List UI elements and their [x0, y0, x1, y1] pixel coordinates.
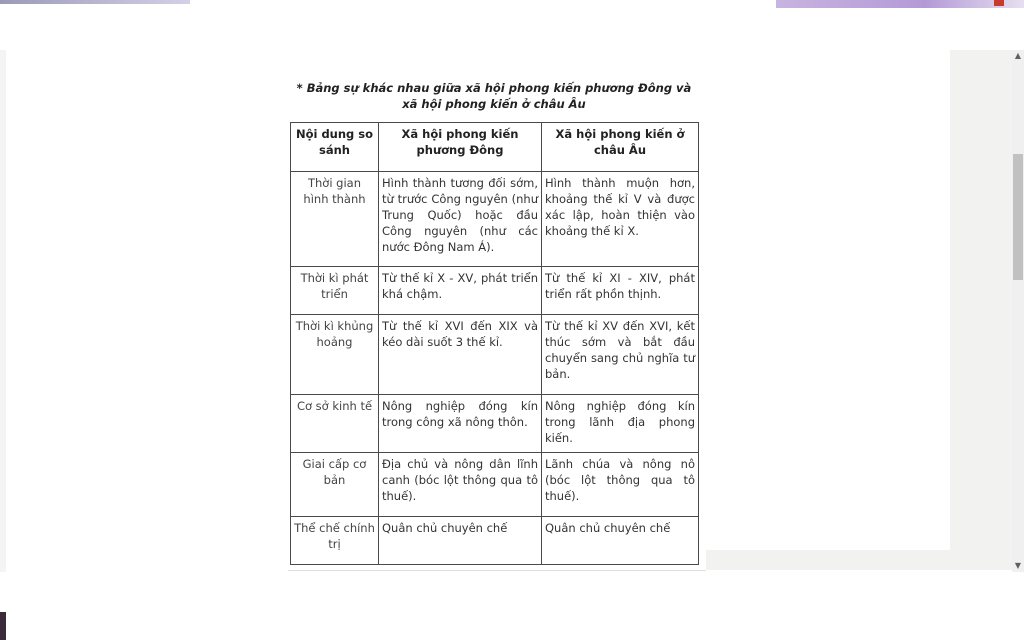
table-header-row	[291, 123, 699, 172]
content-bottom-divider	[288, 570, 706, 571]
europe-cell: Từ thế kỉ XI - XIV, phát triển rất phồn thịnh.	[542, 267, 699, 315]
east-cell: Từ thế kỉ X - XV, phát triển khá chậm.	[379, 267, 542, 315]
east-cell: Nông nghiệp đóng kín trong công xã nông thôn.	[379, 395, 542, 453]
browser-top-strip	[0, 0, 1024, 8]
close-indicator-icon	[994, 0, 1004, 6]
right-gutter	[950, 50, 1012, 550]
scroll-up-arrow-icon[interactable]: ▲	[1014, 51, 1022, 60]
scrollbar-thumb[interactable]	[1013, 154, 1023, 280]
row-label: Thời kì khủng hoảng	[291, 315, 379, 395]
header-east: Xã hội phong kiến phương Đông	[379, 123, 542, 172]
europe-cell: Lãnh chúa và nông nô (bóc lột thông qua tô thuế).	[542, 453, 699, 517]
table-row	[291, 453, 699, 517]
row-label: Giai cấp cơ bản	[291, 453, 379, 517]
east-cell: Từ thế kỉ XVI đến XIX và kéo dài suốt 3 thế kỉ.	[379, 315, 542, 395]
header-europe: Xã hội phong kiến ở châu Âu	[542, 123, 699, 172]
top-decoration-right	[776, 0, 1024, 8]
top-decoration-left	[0, 0, 190, 4]
europe-cell: Nông nghiệp đóng kín trong lãnh địa phong kiến.	[542, 395, 699, 453]
left-edge	[0, 50, 6, 572]
table-caption: * Bảng sự khác nhau giữa xã hội phong kiến phương Đông và xã hội phong kiến ở châu Âu	[296, 81, 692, 111]
bottom-band	[0, 612, 1024, 640]
comparison-document	[290, 80, 698, 565]
comparison-table	[290, 122, 699, 565]
europe-cell: Từ thế kỉ XV đến XVI, kết thúc sớm và bắt đầu chuyển sang chủ nghĩa tư bản.	[542, 315, 699, 395]
table-row	[291, 517, 699, 565]
vertical-scrollbar[interactable]	[1012, 50, 1024, 572]
right-gutter-bottom	[706, 550, 1012, 570]
east-cell: Hình thành tương đối sớm, từ trước Công nguyên (như Trung Quốc) hoặc đầu Công nguyên (như các nước Đông Nam Á).	[379, 172, 542, 267]
east-cell: Địa chủ và nông dân lĩnh canh (bóc lột thông qua tô thuế).	[379, 453, 542, 517]
row-label: Thể chế chính trị	[291, 517, 379, 565]
bottom-edge-mark	[0, 612, 6, 640]
table-row	[291, 315, 699, 395]
row-label: Cơ sở kinh tế	[291, 395, 379, 453]
table-row	[291, 395, 699, 453]
scroll-down-arrow-icon[interactable]: ▼	[1014, 561, 1022, 570]
east-cell: Quân chủ chuyên chế	[379, 517, 542, 565]
europe-cell: Hình thành muộn hơn, khoảng thế kỉ V và được xác lập, hoàn thiện vào khoảng thế kỉ X.	[542, 172, 699, 267]
europe-cell: Quân chủ chuyên chế	[542, 517, 699, 565]
row-label: Thời kì phát triển	[291, 267, 379, 315]
table-row	[291, 172, 699, 267]
row-label: Thời gian hình thành	[291, 172, 379, 267]
table-row	[291, 267, 699, 315]
header-criteria: Nội dung so sánh	[291, 123, 379, 172]
